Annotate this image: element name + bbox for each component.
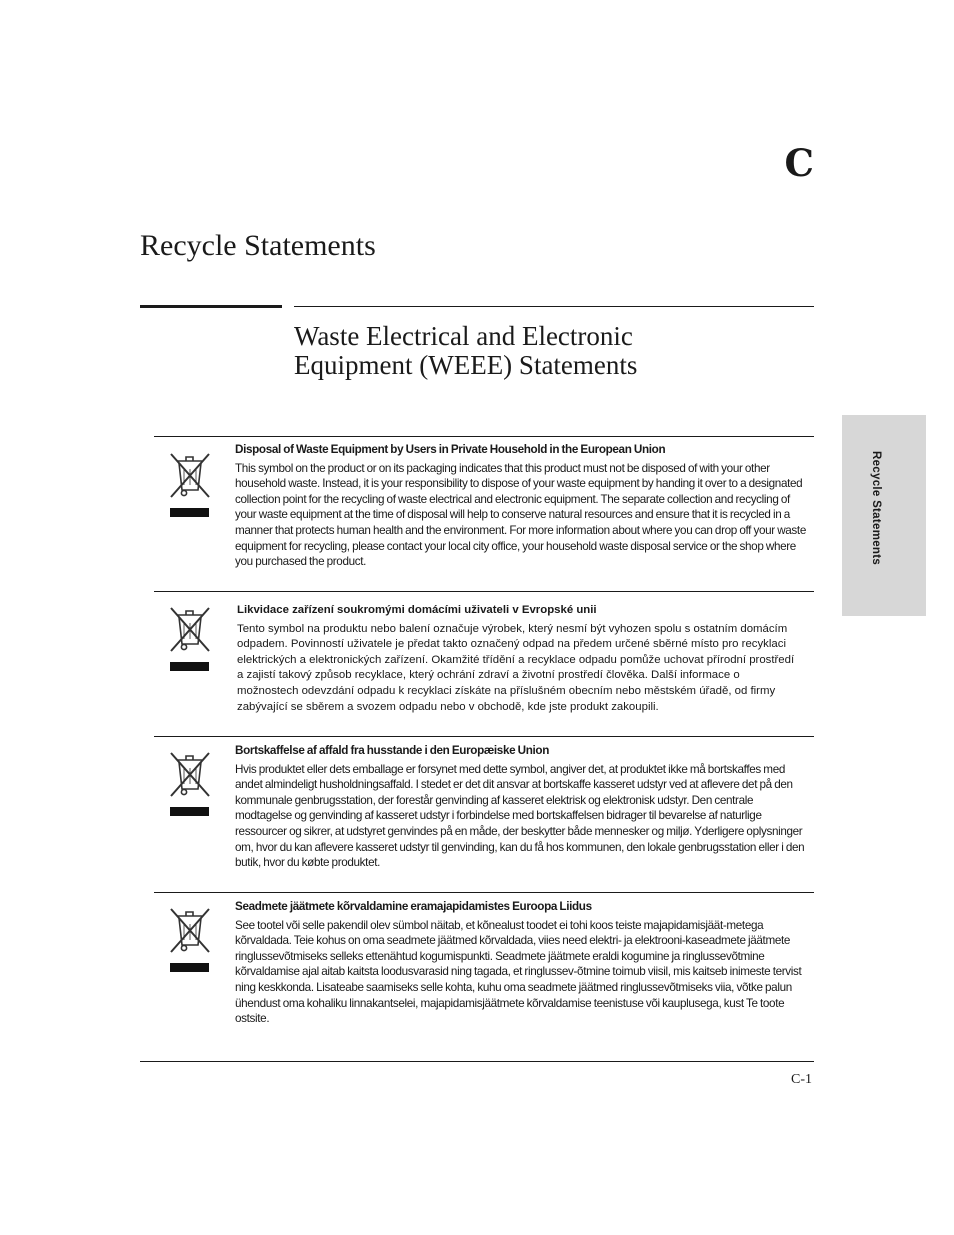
- statement-body: Tento symbol na produktu nebo balení označuje výrobek, který nesmí být vyhozen spolu s ostatním domácím odpadem. Povinností uživatele je předat takto označený odpad na předem určené sběrné místo pro recyklaci elektrických a elektronických zařízení. Okamžité třídění a recyklace odpadu pomůže uchovat přírodní prostředí a zajistí takový způsob recyklace, který ochrání zdraví a životní prostředí člověka. Další informace o možnostech odevzdání odpadu k recyklaci získáte na příslušném obecním nebo městském úřadě, od firmy zabývající se sběrem a svozem odpadu nebo v obchodě, kde jste produkt zakoupili.: [237, 622, 795, 713]
- footer-rule: [140, 1061, 814, 1062]
- statement-estonian: [154, 892, 814, 1033]
- section-title: [294, 322, 774, 380]
- title-rule-thin: [294, 306, 814, 307]
- statement-heading: Disposal of Waste Equipment by Users in Private Household in the European Union: [235, 443, 666, 456]
- crossed-out-wheelie-bin-icon: [167, 450, 212, 520]
- statement-body: This symbol on the product or on its packaging indicates that this product must not be disposed of with your other household waste. Instead, it is your responsibility to dispose of your waste equipment by handing it over to a designated collection point for the recycling of waste electrical and electronic equipment. The separate collection and recycling of your waste equipment at the time of disposal will help to conserve natural resources and ensure that it is recycled in a manner that protects human health and the environment. For more information about where you can drop off your waste equipment for recycling, please contact your local city office, your household waste disposal service or the shop where you purchased the product.: [235, 461, 806, 569]
- statement-body: See tootel või selle pakendil olev sümbol näitab, et kõnealust toodet ei tohi koos teiste majapidamisjäät-metega kõrvaldada. Teie kohus on oma seadmete jäätmed kõrvaldada, viies need elektri- ja elektrooni-kaseadmete jäätmete ringlussevõtmiseks selleks ettenähtud kogumispunkti. Seadmete jäätmete eraldi kogumine ja ringlussevõtmine kõrvaldamise ajal aitab kaitsta loodusvarasid ning tagada, et ringlussev-õtmine toimub viisil, mis kaitseb inimeste tervist ning keskkonda. Lisateabe saamiseks selle kohta, kuhu oma seadmete jäätmed ringlussevõtmiseks viia, võtke palun ühendust oma kohaliku linnakantselei, majapidamisjäätmete kõrvaldamise teenistuse või kauplusega, kust Te toote ostsite.: [235, 918, 802, 1026]
- section-title-line-1: Waste Electrical and Electronic: [294, 321, 633, 351]
- title-rule-thick: [140, 305, 282, 308]
- statement-danish: [154, 736, 814, 893]
- section-title-line-2: Equipment (WEEE) Statements: [294, 350, 638, 380]
- statement-heading: Bortskaffelse af affald fra husstande i den Europæiske Union: [235, 744, 550, 757]
- statement-english: [154, 436, 814, 592]
- side-tab: [842, 415, 926, 616]
- statement-body: Hvis produktet eller dets emballage er forsynet med dette symbol, angiver det, at produktet ikke må bortskaffes med andet almindeligt husholdningsaffald. I stedet er det dit ansvar at bortskaffe kasseret udstyr ved at aflevere det på den kommunale genbrugsstation, der forestår genvinding af kasseret elektrisk og elektronisk udstyr. Den centrale modtagelse og genvinding af kasseret udstyr i forbindelse med bortskaffelsen bidrager til bevarelse af naturlige ressourcer og sikrer, at udstyret genvindes på en måde, der beskytter både mennesker og miljø. Yderligere oplysninger om, hvor du kan aflevere kasseret udstyr til genvinding, kan du få hos kommunen, den lokale genbrugsstation eller i den butik, hvor du købte produktet.: [235, 762, 805, 870]
- crossed-out-wheelie-bin-icon: [167, 905, 212, 975]
- crossed-out-wheelie-bin-icon: [167, 604, 212, 674]
- appendix-letter: C: [784, 141, 814, 185]
- statement-heading: Likvidace zařízení soukromými domácími uživateli v Evropské unii: [237, 604, 597, 616]
- statement-heading: Seadmete jäätmete kõrvaldamine eramajapidamistes Euroopa Liidus: [235, 900, 592, 913]
- crossed-out-wheelie-bin-icon: [167, 749, 212, 819]
- statement-czech: [154, 591, 814, 737]
- side-tab-label: Recycle Statements: [870, 451, 882, 566]
- page-number: C-1: [791, 1072, 812, 1087]
- chapter-title: Recycle Statements: [140, 229, 376, 262]
